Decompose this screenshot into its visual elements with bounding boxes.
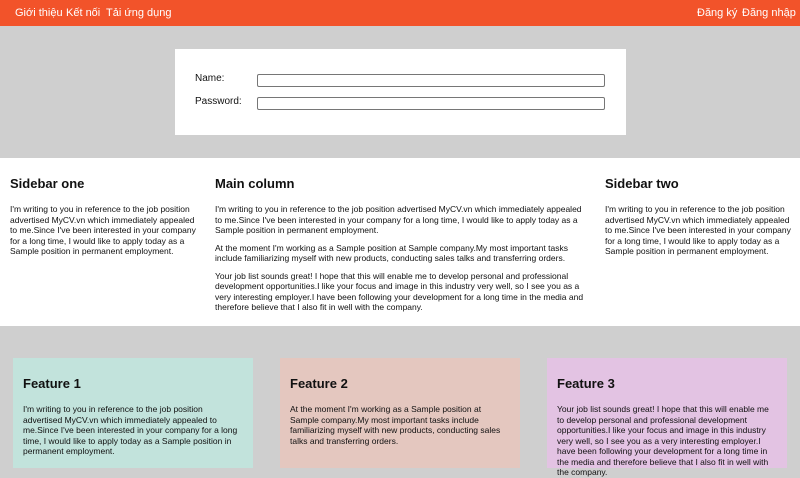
name-input[interactable] [257,74,605,87]
login-form [175,49,626,135]
sidebar-two [605,176,793,264]
main-column [215,176,589,320]
top-navigation-bar [0,0,800,26]
nav-link-ket-noi[interactable]: Kết nối [66,7,101,19]
feature-2-text: At the moment I'm working as a Sample position at Sample company.My most important tasks include familiarizing myself with new products, conducting sales talks and transferring orders. [290,404,501,446]
feature-3-text: Your job list sounds great! I hope that this will enable me to develop personal and professional development opportunities.I like your focus and image in this industry very well, so I see you as a very interesting employer.I have been following your development for a long time in the media and therefore believe that I also fit in well with the company. [557,404,769,477]
login-section [0,26,800,158]
main-column-paragraph-2: At the moment I'm working as a Sample position at Sample company.My most important tasks include familiarizing myself with new products, conducting sales talks and transferring orders. [215,242,568,263]
content-columns [0,158,800,326]
sidebar-two-title: Sidebar two [605,176,679,191]
nav-link-dang-ky[interactable]: Đăng ký [697,7,738,19]
feature-3-title: Feature 3 [557,376,615,391]
main-column-paragraph-1: I'm writing to you in reference to the job position advertised MyCV.vn which immediately appealed to me.Since I've been interested in your company for a long time, I would like to apply today as a Sample position in permanent employment. [215,204,582,235]
feature-2-title: Feature 2 [290,376,348,391]
nav-link-tai-ung-dung[interactable]: Tải ứng dụng [106,7,172,19]
feature-card-1 [13,358,253,468]
feature-1-title: Feature 1 [23,376,81,391]
feature-1-text: I'm writing to you in reference to the job position advertised MyCV.vn which immediately appealed to me.Since I've been interested in your company for a long time, I would like to apply today as a Sample position in permanent employment. [23,404,238,456]
sidebar-two-text: I'm writing to you in reference to the job position advertised MyCV.vn which immediately appealed to me.Since I've been interested in your company for a long time, I would like to apply today as a Sample position in permanent employment. [605,204,791,256]
name-label: Name: [195,73,225,84]
main-column-paragraph-3: Your job list sounds great! I hope that this will enable me to develop personal and professional development opportunities.I like your focus and image in this industry very well, so I see you as a very interesting employer.I have been following your development for a long time in the media and therefore believe that I also fit in well with the company. [215,270,584,312]
features-section [0,326,800,477]
password-label: Password: [195,96,242,107]
feature-card-2 [280,358,520,468]
feature-card-3 [547,358,787,477]
sidebar-one [10,176,200,264]
password-input[interactable] [257,97,605,110]
nav-link-gioi-thieu[interactable]: Giới thiệu [15,7,63,19]
main-column-title: Main column [215,176,295,191]
nav-link-dang-nhap[interactable]: Đăng nhập [742,7,796,19]
sidebar-one-text: I'm writing to you in reference to the job position advertised MyCV.vn which immediately appealed to me.Since I've been interested in your company for a long time, I would like to apply today as a Sample position in permanent employment. [10,204,196,256]
sidebar-one-title: Sidebar one [10,176,85,191]
